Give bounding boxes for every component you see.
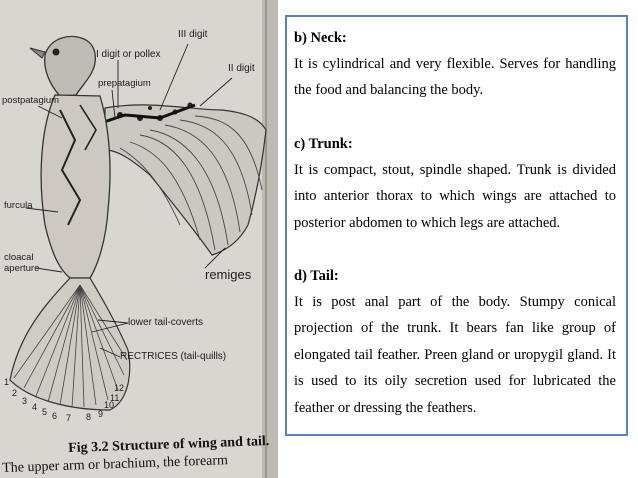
tail-number: 12 xyxy=(114,383,125,393)
tail-number: 2 xyxy=(12,388,18,398)
tail-number: 10 xyxy=(104,400,115,410)
label-iii-digit: III digit xyxy=(178,29,208,40)
label-ii-digit: II digit xyxy=(228,63,255,74)
neck-heading: b) Neck: xyxy=(294,30,347,46)
trunk-body: It is compact, stout, spindle shaped. Trunk is divided into anterior thorax to which wings are attached to posterior abdomen to which legs are attached. xyxy=(294,161,616,231)
figure-caption: Fig 3.2 Structure of wing and tail. xyxy=(67,433,270,456)
bird-wing-figure xyxy=(0,0,278,478)
trunk-heading: c) Trunk: xyxy=(294,135,353,152)
tail-number: 1 xyxy=(4,377,10,387)
neck-section xyxy=(294,25,616,104)
tail-section xyxy=(294,263,616,421)
label-rectrices: RECTRICES (tail-quills) xyxy=(120,351,227,362)
description-text-box xyxy=(285,15,628,436)
label-aperture: aperture xyxy=(4,263,40,274)
label-i-digit: I digit or pollex xyxy=(96,49,161,60)
tail-number: 5 xyxy=(42,407,48,417)
label-cloacal: cloacal xyxy=(4,252,34,263)
tail-heading: d) Tail: xyxy=(294,268,339,285)
tail-number: 11 xyxy=(110,393,120,403)
label-furcula: furcula xyxy=(4,200,33,211)
neck-body: It is cylindrical and very flexible. Serves for handling the food and balancing the body. xyxy=(294,56,616,99)
tail-body: It is post anal part of the body. Stumpy conical projection of the trunk. It bears fan like group of elongated tail feather. Preen gland or uropygil gland. It is used to its oily secretion used for lubricated the feather or dressing the feathers. xyxy=(294,294,616,416)
label-postpatagium: postpatagium xyxy=(2,95,60,106)
figure-sub-caption: The upper arm or brachium, the forearm xyxy=(1,453,229,476)
trunk-section xyxy=(294,131,616,236)
label-lower-tail-coverts: lower tail-coverts xyxy=(128,317,204,328)
tail-number: 8 xyxy=(86,412,92,422)
label-remiges: remiges xyxy=(205,267,252,282)
label-prepatagium: prepatagium xyxy=(98,78,151,89)
tail-number: 4 xyxy=(32,402,38,412)
tail-number: 6 xyxy=(52,411,58,421)
tail-number: 7 xyxy=(66,413,72,423)
tail-number: 9 xyxy=(98,409,104,419)
tail-number: 3 xyxy=(22,396,28,406)
